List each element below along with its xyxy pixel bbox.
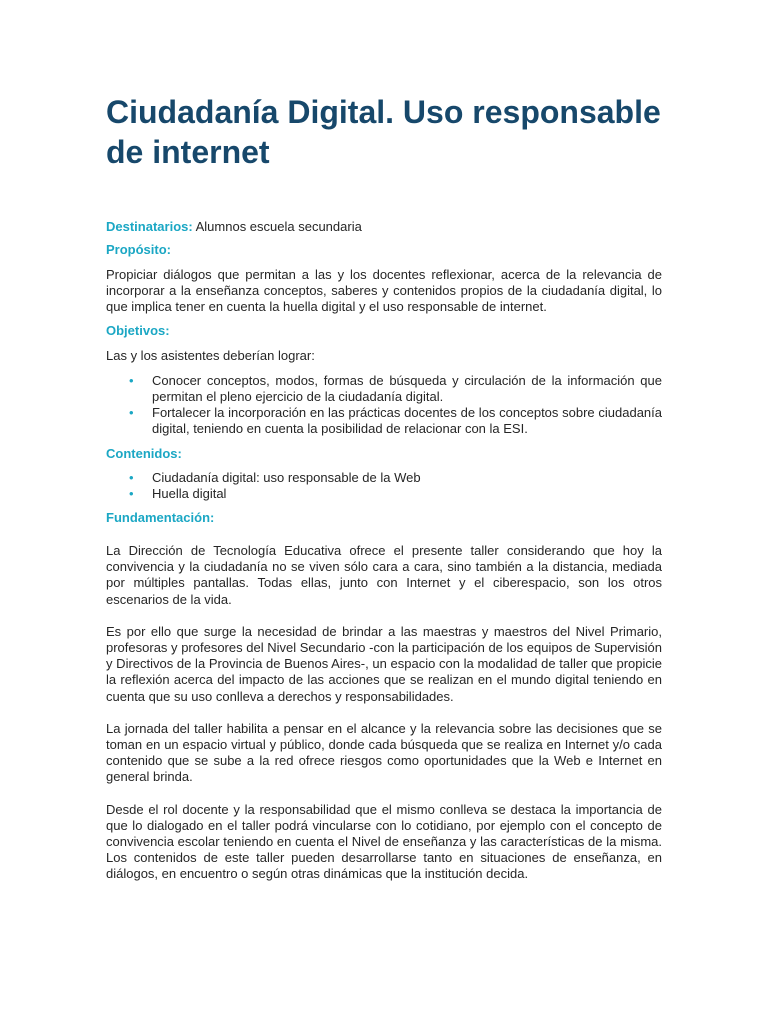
proposito-text: Propiciar diálogos que permitan a las y los docentes reflexionar, acerca de la relevancia de incorporar a la enseñanza conceptos, saberes y contenidos propios de la ciudadanía digital, lo que implica tener en cuenta la huella digital y el uso responsable de internet. (106, 267, 662, 315)
list-item (106, 405, 662, 437)
fundamentacion-paragraph-4: Desde el rol docente y la responsabilidad que el mismo conlleva se destaca la importancia de que lo dialogado en el taller podrá vincularse con lo cotidiano, por ejemplo con el concepto de convivencia escolar teniendo en cuenta el Nivel de enseñanza y las características de la misma. Los contenidos de este taller pueden desarrollarse tanto en situaciones de enseñanza, en diálogos, en encuentro o según otras dinámicas que la institución decida. (106, 801, 662, 882)
contenido-text: Ciudadanía digital: uso responsable de la Web (152, 469, 421, 485)
fundamentacion-paragraph-2: Es por ello que surge la necesidad de brindar a las maestras y maestros del Nivel Primario, profesoras y profesores del Nivel Secundario -con la participación de los equipos de Supervisión y Directivos de la Provincia de Buenos Aires-, un espacio con la modalidad de taller que propicie la reflexión acerca del impacto de las acciones que se realizan en el mundo digital teniendo en cuenta que su uso conlleva a derechos y responsabilidades. (106, 623, 662, 704)
bullet-dot-icon: • (129, 372, 134, 388)
destinatarios-label: Destinatarios: (106, 219, 193, 234)
contenido-text: Huella digital (152, 485, 227, 501)
objetivo-text: Fortalecer la incorporación en las prácticas docentes de los conceptos sobre ciudadanía digital, teniendo en cuenta la posibilidad de relacionar con la ESI. (152, 405, 662, 437)
proposito-heading: Propósito: (106, 242, 171, 257)
contenidos-heading: Contenidos: (106, 445, 182, 461)
objetivo-text: Conocer conceptos, modos, formas de búsqueda y circulación de la información que permitan el pleno ejercicio de la ciudadanía digital. (152, 372, 662, 405)
list-item (106, 486, 662, 502)
fundamentacion-heading: Fundamentación: (106, 510, 215, 526)
objetivos-intro: Las y los asistentes deberían lograr: (106, 347, 315, 363)
contenidos-list (106, 470, 662, 502)
bullet-dot-icon: • (129, 469, 134, 485)
bullet-dot-icon: • (129, 485, 134, 501)
list-item (106, 470, 662, 486)
page-title: Ciudadanía Digital. Uso responsable de internet (106, 94, 661, 170)
bullet-dot-icon: • (129, 405, 134, 421)
destinatarios-value: Alumnos escuela secundaria (195, 219, 362, 234)
fundamentacion-paragraph-1: La Dirección de Tecnología Educativa ofrece el presente taller considerando que hoy la convivencia y la ciudadanía no se viven sólo cara a cara, sino también a la distancia, mediada por múltiples pantallas. Todas ellas, junto con Internet y el ciberespacio, son los otros escenarios de la vida. (106, 543, 662, 607)
list-item (106, 373, 662, 405)
objetivos-heading: Objetivos: (106, 322, 170, 338)
fundamentacion-paragraph-3: La jornada del taller habilita a pensar en el alcance y la relevancia sobre las decisiones que se toman en un espacio virtual y público, donde cada búsqueda que se realiza en Internet y/o cada contenido que se sube a la red ofrece riesgos como oportunidades que la Web e Internet en general brinda. (106, 720, 662, 785)
objetivos-list (106, 373, 662, 438)
destinatarios-row (106, 219, 662, 235)
